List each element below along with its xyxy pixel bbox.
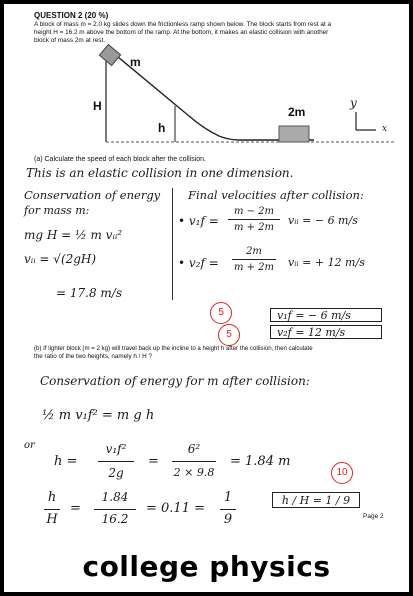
ratio-fraction-bar xyxy=(94,509,136,510)
energy-title: Conservation of energy xyxy=(24,188,161,202)
page-number: Page 2 xyxy=(363,513,384,520)
v2f-numerator: 2m xyxy=(246,246,262,257)
block-2m xyxy=(279,126,309,142)
answer-box-v2f: v₂f = 12 m/s xyxy=(270,325,382,339)
question-text-line-2: height H = 16.2 m above the bottom of the ramp. At the bottom, it makes an elastic collision with another xyxy=(34,29,329,36)
v1f-numerator: m − 2m xyxy=(233,206,275,217)
equals-sign-2: = xyxy=(70,501,81,516)
footer-title: college physics xyxy=(82,550,331,583)
ratio-final-bar xyxy=(220,509,236,510)
v1f-label: • v₁f = xyxy=(178,214,219,228)
ratio-numerator: 1.84 xyxy=(101,490,129,504)
score-badge-1: 5 xyxy=(210,302,232,324)
diagram-label-x: x xyxy=(382,124,388,134)
block-m xyxy=(99,44,120,65)
energy-eq-2: vᵢᵢ = √(2gH) xyxy=(24,252,97,266)
part-b-prompt-line-1: (b) If lighter block (m = 2 kg) will travel back up the incline to a height h after the collision, then calculate xyxy=(34,345,313,352)
question-text-line-1: A block of mass m = 2.0 kg slides down the frictionless ramp shown below. The block starts from rest at a xyxy=(34,21,331,28)
f2-fraction-bar xyxy=(172,461,216,462)
diagram-label-2m: 2m xyxy=(288,105,306,119)
v2f-label: • v₂f = xyxy=(178,256,219,270)
energy-eq-1: mg H = ½ m vᵢᵢ² xyxy=(24,228,123,242)
part-a-intro: This is an elastic collision in one dimension. xyxy=(26,166,294,180)
ratio-middle: = 0.11 = xyxy=(146,501,205,516)
f1-fraction-bar xyxy=(98,461,134,462)
v1f-tail: vᵢᵢ = − 6 m/s xyxy=(288,214,358,227)
v2f-fraction-bar xyxy=(232,259,276,260)
part-b-prompt-line-2: the ratio of the two heights, namely h / H ? xyxy=(34,353,152,360)
equals-sign-1: = xyxy=(148,454,159,469)
diagram-label-m: m xyxy=(130,55,141,69)
or-label: or xyxy=(24,440,35,451)
v1f-fraction-bar xyxy=(228,219,280,220)
final-velocities-title: Final velocities after collision: xyxy=(188,188,364,202)
h-equals: h = xyxy=(54,454,78,469)
diagram-label-y: y xyxy=(350,96,357,110)
f1-denominator: 2g xyxy=(108,466,124,480)
part-b-heading: Conservation of energy for m after collision: xyxy=(40,374,310,388)
question-title: QUESTION 2 (20 %) xyxy=(34,11,109,20)
f1-numerator: v₁f² xyxy=(105,442,127,456)
energy-eq-3: = 17.8 m/s xyxy=(56,286,122,300)
diagram-label-H: H xyxy=(93,99,102,113)
question-text-line-3: block of mass 2m at rest. xyxy=(34,37,106,44)
answer-box-ratio: h / H = 1 / 9 xyxy=(272,492,360,508)
f2-denominator: 2 × 9.8 xyxy=(173,466,215,479)
ratio-final-denominator: 9 xyxy=(223,512,233,527)
answer-box-v1f: v₁f = − 6 m/s xyxy=(270,308,382,322)
v2f-denominator: m + 2m xyxy=(233,262,275,273)
score-badge-2: 5 xyxy=(218,324,240,346)
ratio-final-numerator: 1 xyxy=(223,490,233,505)
v1f-denominator: m + 2m xyxy=(233,222,275,233)
score-badge-b: 10 xyxy=(331,462,353,484)
v2f-tail: vᵢᵢ = + 12 m/s xyxy=(288,256,365,269)
column-divider xyxy=(172,188,173,300)
ratio-lhs-numerator: h xyxy=(47,490,57,505)
f2-numerator: 6² xyxy=(187,442,201,456)
part-a-prompt: (a) Calculate the speed of each block after the collision. xyxy=(34,156,206,163)
ratio-lhs-bar xyxy=(44,509,60,510)
h-result: = 1.84 m xyxy=(230,454,291,469)
energy-subtitle: for mass m: xyxy=(24,204,90,217)
part-b-eq-1: ½ m v₁f² = m g h xyxy=(42,408,155,423)
footer-banner xyxy=(4,546,409,596)
ratio-denominator: 16.2 xyxy=(101,512,129,526)
diagram-label-h: h xyxy=(158,121,166,135)
ratio-lhs-denominator: H xyxy=(46,512,58,527)
